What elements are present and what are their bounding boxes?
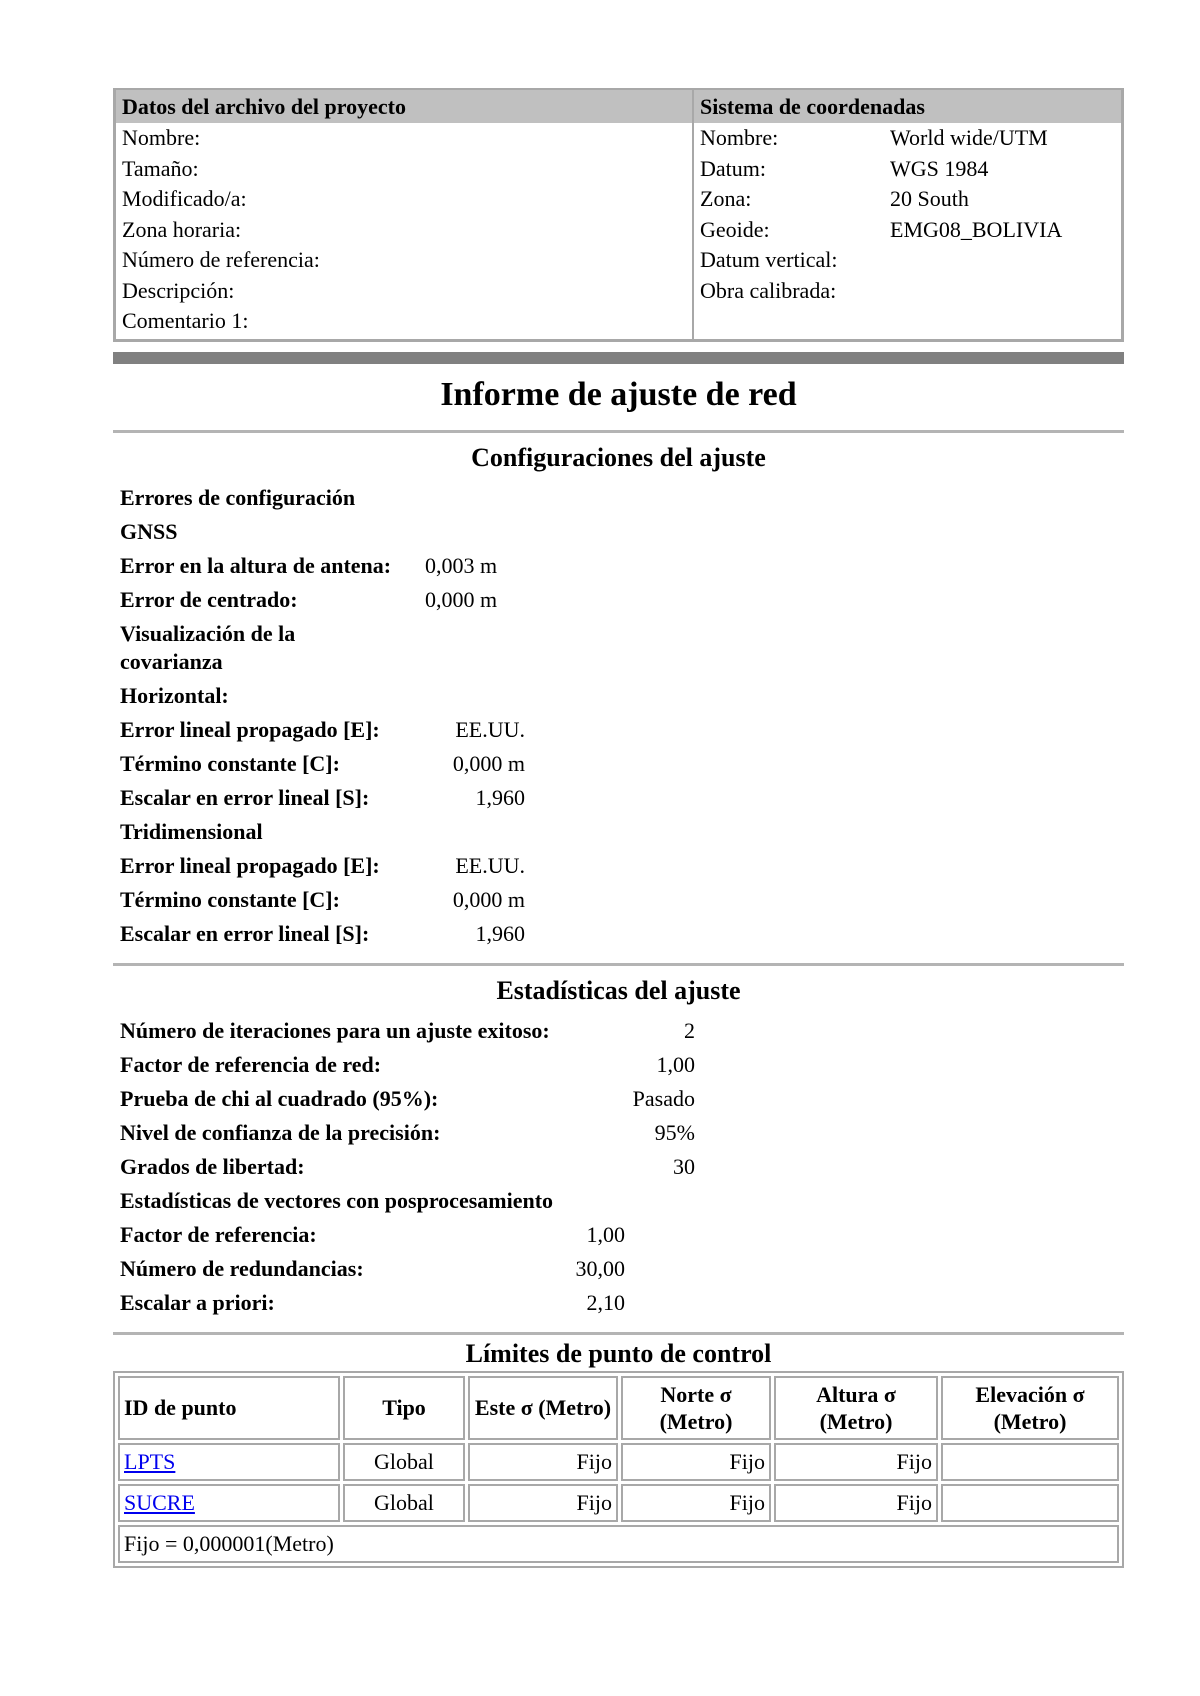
table-footnote-row: [118, 1525, 1119, 1563]
coord-vertical-datum-row: [694, 245, 1121, 276]
h-constant-label: Término constante [C]:: [120, 750, 340, 776]
field-label: Zona horaria:: [122, 216, 242, 242]
gnss-label: GNSS: [120, 518, 178, 544]
stats-heading: Estadísticas del ajuste: [496, 975, 741, 1005]
coord-zone-row: [694, 184, 1121, 215]
field-label: Nombre:: [122, 125, 201, 150]
coord-datum-row: [694, 154, 1121, 185]
apriori-label: Escalar a priori:: [120, 1289, 275, 1315]
covariance-label: Visualización de la covarianza: [120, 620, 296, 674]
section-divider: [113, 1332, 1124, 1335]
coord-calibrated-row: [694, 276, 1121, 307]
field-label: Zona:: [700, 186, 752, 211]
iterations-value: 2: [684, 1017, 695, 1043]
vector-ref-label: Factor de referencia:: [120, 1221, 317, 1247]
report-title: Informe de ajuste de red: [440, 375, 797, 413]
table-row: [118, 1484, 1119, 1522]
field-value: WGS 1984: [890, 155, 989, 181]
t-scalar-label: Escalar en error lineal [S]:: [120, 920, 370, 946]
field-label: Tamaño:: [122, 155, 199, 181]
coord-geoid-row: [694, 215, 1121, 246]
project-description-row: [116, 276, 692, 307]
h-constant-value: 0,000 m: [452, 750, 525, 776]
antenna-error-value: 0,003 m: [425, 552, 498, 578]
settings-heading: Configuraciones del ajuste: [471, 442, 766, 472]
coordinate-system-header: Sistema de coordenadas: [694, 90, 1121, 123]
col-point-id: ID de punto: [118, 1376, 340, 1440]
report-page: [113, 88, 1124, 1568]
network-ref-label: Factor de referencia de red:: [120, 1051, 382, 1077]
project-timezone-row: [116, 215, 692, 246]
section-divider: [113, 963, 1124, 966]
section-divider: [113, 430, 1124, 433]
h-scalar-label: Escalar en error lineal [S]:: [120, 784, 370, 810]
cell-height: Fijo: [774, 1443, 938, 1481]
chi-square-label: Prueba de chi al cuadrado (95%):: [120, 1085, 439, 1111]
cell-north: Fijo: [621, 1443, 771, 1481]
field-value: World wide/UTM: [890, 125, 1048, 150]
t-constant-value: 0,000 m: [452, 886, 525, 912]
project-name-row: [116, 123, 692, 154]
cell-elevation: [941, 1443, 1119, 1481]
h-propagated-label: Error lineal propagado [E]:: [120, 716, 380, 742]
project-size-row: [116, 154, 692, 185]
chi-square-value: Pasado: [632, 1085, 695, 1111]
fixed-footnote: Fijo = 0,000001(Metro): [118, 1525, 1119, 1563]
vector-ref-value: 1,00: [586, 1221, 625, 1247]
t-propagated-value: EE.UU.: [455, 852, 525, 878]
h-scalar-value: 1,960: [475, 784, 525, 810]
cell-east: Fijo: [468, 1443, 618, 1481]
post-processed-heading: Estadísticas de vectores con posprocesamiento: [120, 1187, 554, 1213]
col-height-sigma: Altura σ (Metro): [774, 1376, 938, 1440]
field-label: Geoide:: [700, 216, 770, 242]
field-label: Descripción:: [122, 277, 235, 303]
project-comment-row: [116, 306, 692, 337]
cell-east: Fijo: [468, 1484, 618, 1522]
field-label: Número de referencia:: [122, 247, 320, 272]
table-header-row: [118, 1376, 1119, 1440]
stats-section: [113, 1014, 1124, 1184]
confidence-value: 95%: [654, 1119, 695, 1145]
redundancy-label: Número de redundancias:: [120, 1255, 364, 1281]
field-label: Modificado/a:: [122, 186, 247, 211]
field-value: EMG08_BOLIVIA: [890, 216, 1063, 242]
limits-heading: Límites de punto de control: [465, 1338, 772, 1368]
centering-error-label: Error de centrado:: [120, 586, 298, 612]
table-row: [118, 1443, 1119, 1481]
apriori-value: 2,10: [586, 1289, 625, 1315]
dof-label: Grados de libertad:: [120, 1153, 305, 1179]
settings-section: [113, 481, 1124, 951]
col-elevation-sigma: Elevación σ (Metro): [941, 1376, 1119, 1440]
iterations-label: Número de iteraciones para un ajuste exitoso:: [120, 1017, 550, 1043]
cell-type: Global: [343, 1443, 465, 1481]
control-point-limits-table: [113, 1371, 1124, 1568]
point-link-lpts[interactable]: LPTS: [124, 1448, 176, 1474]
cell-height: Fijo: [774, 1484, 938, 1522]
dof-value: 30: [673, 1153, 695, 1179]
project-modified-row: [116, 184, 692, 215]
field-label: Obra calibrada:: [700, 277, 837, 303]
confidence-label: Nivel de confianza de la precisión:: [120, 1119, 441, 1145]
post-processed-stats: [113, 1184, 1124, 1320]
three-d-label: Tridimensional: [120, 818, 263, 844]
setup-errors-label: Errores de configuración: [120, 484, 356, 510]
project-file-data: [116, 90, 694, 339]
field-label: Nombre:: [700, 125, 779, 150]
cell-elevation: [941, 1484, 1119, 1522]
t-propagated-label: Error lineal propagado [E]:: [120, 852, 380, 878]
col-east-sigma: Este σ (Metro): [468, 1376, 618, 1440]
antenna-error-label: Error en la altura de antena:: [120, 552, 392, 578]
t-scalar-value: 1,960: [475, 920, 525, 946]
project-reference-row: [116, 245, 692, 276]
centering-error-value: 0,000 m: [425, 586, 498, 612]
cell-type: Global: [343, 1484, 465, 1522]
redundancy-value: 30,00: [575, 1255, 625, 1281]
horizontal-label: Horizontal:: [120, 682, 229, 708]
field-label: Comentario 1:: [122, 308, 249, 333]
col-north-sigma: Norte σ (Metro): [621, 1376, 771, 1440]
project-file-header: Datos del archivo del proyecto: [116, 90, 692, 123]
point-link-sucre[interactable]: SUCRE: [124, 1489, 195, 1515]
cell-north: Fijo: [621, 1484, 771, 1522]
field-label: Datum vertical:: [700, 247, 838, 272]
project-info-table: [113, 88, 1124, 342]
coordinate-system: [694, 90, 1121, 339]
field-label: Datum:: [700, 155, 766, 181]
field-value: 20 South: [890, 186, 969, 211]
network-ref-value: 1,00: [656, 1051, 695, 1077]
t-constant-label: Término constante [C]:: [120, 886, 340, 912]
header-divider: [113, 352, 1124, 364]
coord-name-row: [694, 123, 1121, 154]
h-propagated-value: EE.UU.: [455, 716, 525, 742]
col-type: Tipo: [343, 1376, 465, 1440]
